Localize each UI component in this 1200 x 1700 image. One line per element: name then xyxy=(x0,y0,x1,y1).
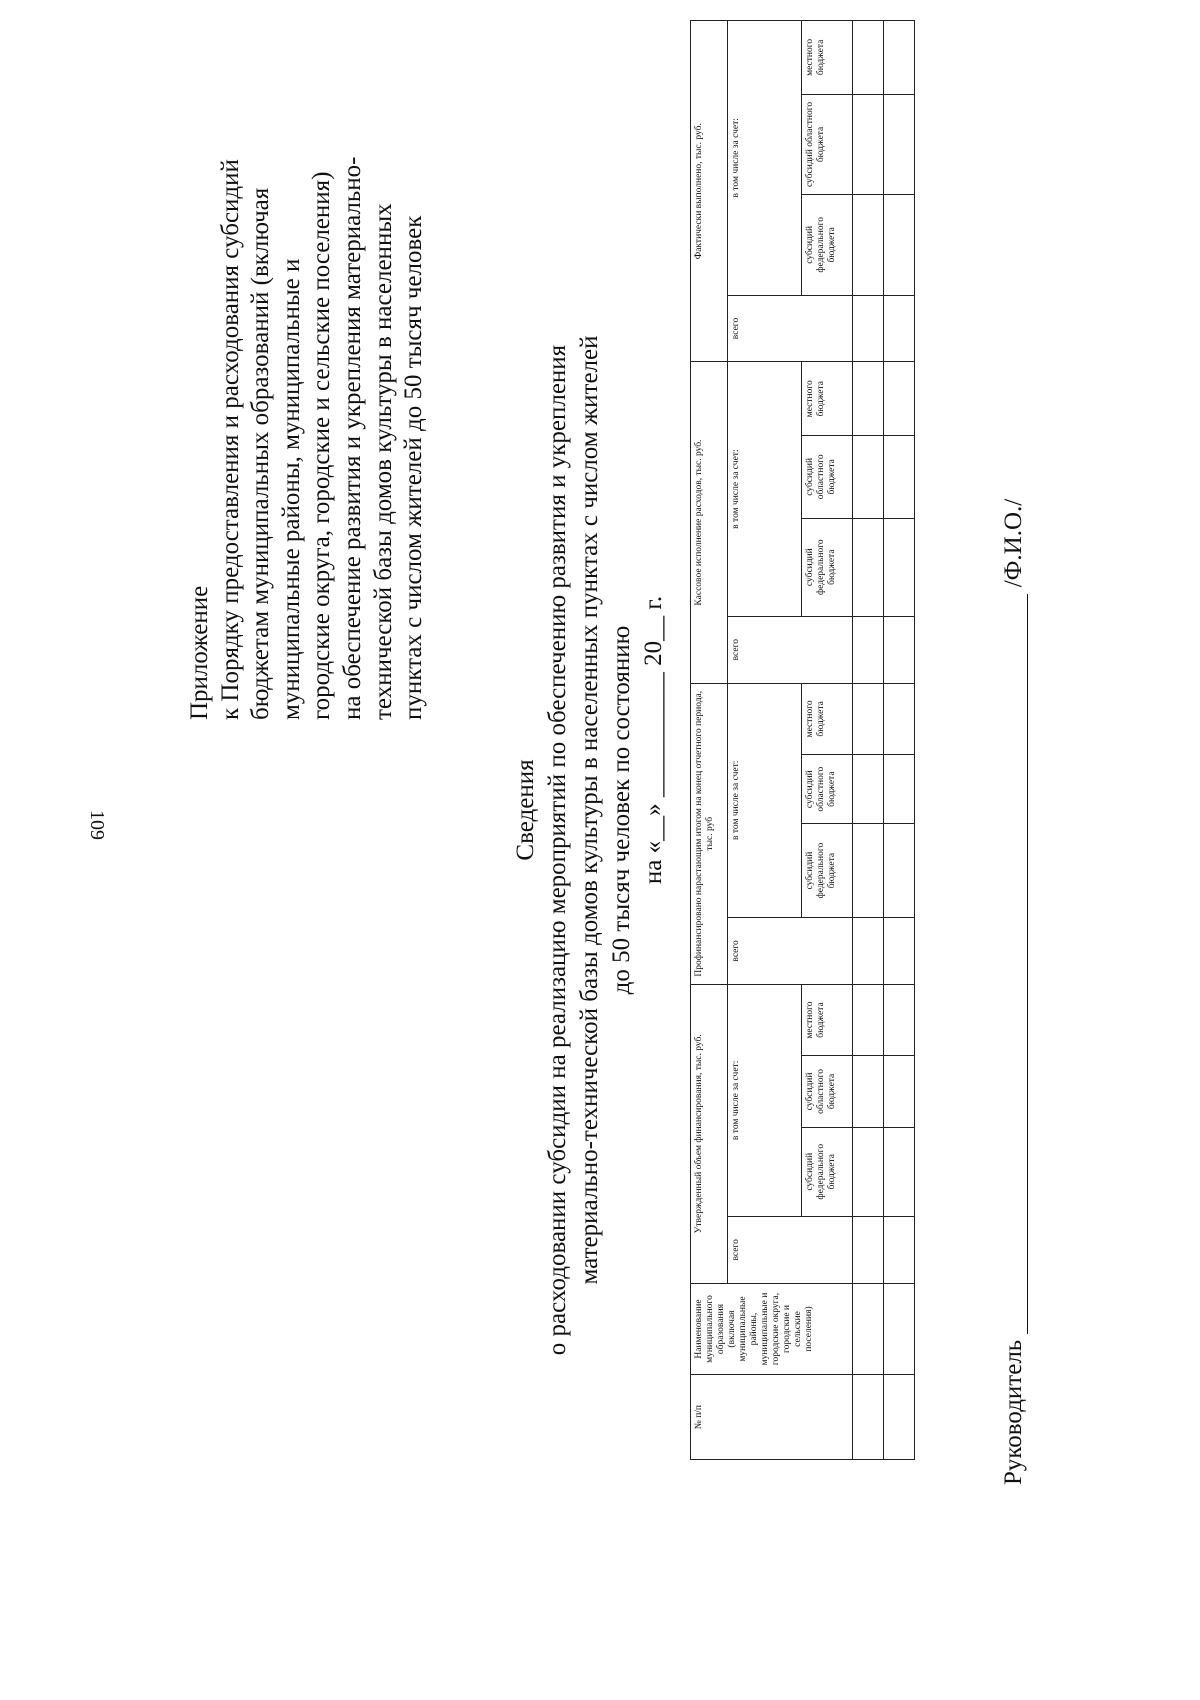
table-row xyxy=(884,21,915,1460)
signature-name: /Ф.И.О./ xyxy=(1000,498,1027,588)
header-municipality: Наименование муниципального образования (включая муниципальные районы, муниципальные и городские округа, городские и сельские поселения) xyxy=(691,1283,853,1374)
appendix-line: городские округа, городские и сельские поселения) xyxy=(308,171,336,720)
header-local: местного бюджета xyxy=(802,984,853,1055)
table-cell xyxy=(884,616,915,683)
header-federal: субсидий федерального бюджета xyxy=(802,195,853,295)
table-cell xyxy=(884,295,915,362)
header-local: местного бюджета xyxy=(802,683,853,754)
table-cell xyxy=(853,755,884,824)
table-cell xyxy=(884,1283,915,1374)
table-cell xyxy=(853,94,884,194)
table-cell xyxy=(884,755,915,824)
table-cell xyxy=(853,984,884,1055)
header-local: местного бюджета xyxy=(802,362,853,436)
header-including: в том числе за счет: xyxy=(727,984,802,1216)
table-cell xyxy=(884,824,915,918)
table-cell xyxy=(853,436,884,519)
table-cell xyxy=(853,917,884,984)
table-cell xyxy=(884,683,915,754)
header-financed: Профинансировано нарастающим итогом на конец отчетного периода, тыс. руб xyxy=(691,683,728,984)
table-cell xyxy=(853,1216,884,1283)
heading-line: до 50 тысяч человек по состоянию xyxy=(608,625,635,995)
table-cell xyxy=(853,1056,884,1127)
heading-word: Сведения xyxy=(512,759,539,861)
table-cell xyxy=(884,984,915,1055)
header-approved: Утвержденный объем финансирования, тыс. руб. xyxy=(691,984,728,1283)
table-cell xyxy=(884,1056,915,1127)
signature-line xyxy=(1003,594,1028,1334)
signature-block xyxy=(1000,385,1028,1485)
header-actually-done: Фактически выполнено, тыс. руб. xyxy=(691,21,728,362)
page-number: 109 xyxy=(86,810,108,840)
table-cell xyxy=(884,94,915,194)
table-cell xyxy=(884,518,915,616)
header-federal: субсидий федерального бюджета xyxy=(802,518,853,616)
header-including: в том числе за счет: xyxy=(727,362,802,616)
table-cell xyxy=(853,1375,884,1460)
header-number: № п/п xyxy=(691,1375,853,1460)
table-cell xyxy=(884,436,915,519)
table-cell xyxy=(853,195,884,295)
table-cell xyxy=(884,21,915,95)
table-cell xyxy=(853,21,884,95)
appendix-note xyxy=(185,40,430,720)
appendix-line: Приложение xyxy=(186,585,213,720)
header-federal: субсидий федерального бюджета xyxy=(802,1127,853,1216)
header-regional: субсидий областного бюджета xyxy=(802,1056,853,1127)
header-regional: субсидий областного бюджета xyxy=(802,436,853,519)
header-local: местного бюджета xyxy=(802,21,853,95)
signature-label: Руководитель xyxy=(1000,1339,1027,1485)
table-cell xyxy=(853,683,884,754)
header-total: всего xyxy=(727,917,852,984)
table-cell xyxy=(884,195,915,295)
heading-line: материально-технической базы домов культуры в населенных пунктах с числом жителей xyxy=(576,335,603,1285)
header-including: в том числе за счет: xyxy=(727,21,802,296)
header-including: в том числе за счет: xyxy=(727,683,802,917)
header-total: всего xyxy=(727,295,852,362)
table-cell xyxy=(884,1127,915,1216)
table-row xyxy=(853,21,884,1460)
heading-date-line: на «__» __________ 20__ г. xyxy=(640,595,667,885)
table-cell xyxy=(884,917,915,984)
header-regional: субсидий областного бюджета xyxy=(802,755,853,824)
table-cell xyxy=(853,1127,884,1216)
header-total: всего xyxy=(727,616,852,683)
table-cell xyxy=(853,295,884,362)
table-cell xyxy=(853,1283,884,1374)
table-cell xyxy=(853,362,884,436)
table-cell xyxy=(884,1216,915,1283)
table-cell xyxy=(884,1375,915,1460)
header-regional: субсидий областного бюджета xyxy=(802,94,853,194)
appendix-line: к Порядку предоставления и расходования субсидий xyxy=(216,159,244,720)
table-cell xyxy=(853,518,884,616)
header-cash-execution: Кассовое исполнение расходов, тыс. руб. xyxy=(691,362,728,683)
header-federal: субсидий федерального бюджета xyxy=(802,824,853,918)
table-cell xyxy=(884,362,915,436)
appendix-line: технической базы домов культуры в населенных xyxy=(369,203,397,720)
appendix-line: муниципальные районы, муниципальные и xyxy=(277,258,305,720)
table-cell xyxy=(853,616,884,683)
document-heading xyxy=(510,0,670,1700)
heading-line: о расходовании субсидии на реализацию мероприятий по обеспечению развития и укрепления xyxy=(544,344,571,1356)
report-table xyxy=(690,20,915,1460)
appendix-line: на обеспечение развития и укрепления материально- xyxy=(338,156,366,720)
appendix-line: бюджетам муниципальных образований (включая xyxy=(247,187,275,720)
appendix-line: пунктах с числом жителей до 50 тысяч человек xyxy=(400,215,428,720)
table-cell xyxy=(853,824,884,918)
header-total: всего xyxy=(727,1216,852,1283)
